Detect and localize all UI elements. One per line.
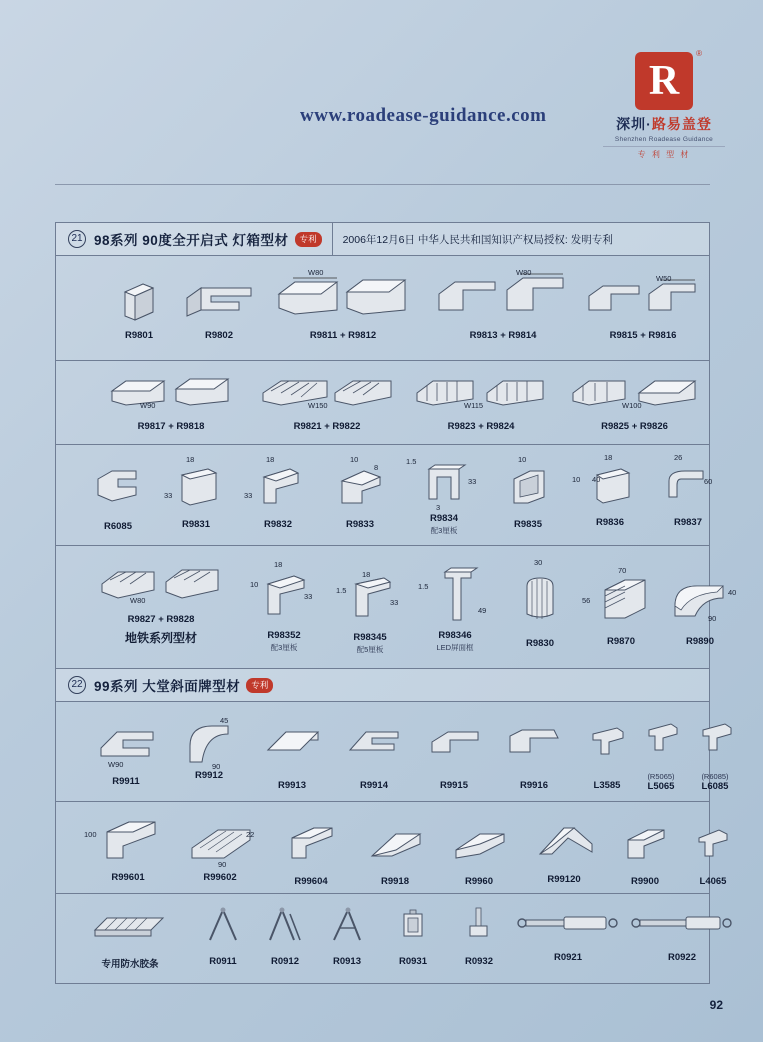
product-label: R9912 — [195, 770, 223, 781]
profile-icon — [425, 564, 485, 630]
product-label: R9960 — [465, 876, 493, 887]
logo-chinese-name — [603, 114, 725, 134]
product-label: R9817 + R9818 — [137, 421, 205, 432]
dimension-label: 10 — [250, 580, 259, 589]
product-label: R9890 — [686, 636, 714, 647]
section-22-number: 22 — [68, 676, 86, 694]
product-label: 专用防水胶条 — [101, 959, 159, 970]
product-cell[interactable] — [252, 371, 402, 432]
section-22-row-1 — [56, 702, 729, 802]
profile-icon — [117, 278, 161, 322]
product-cell[interactable] — [334, 722, 414, 791]
product-label: R9830 — [526, 638, 554, 649]
product-label: R9811 + R9812 — [309, 330, 377, 341]
gas-spring-icon — [514, 908, 622, 938]
product-cell[interactable] — [242, 558, 326, 653]
product-cell[interactable] — [270, 818, 352, 887]
product-cell[interactable] — [252, 722, 332, 791]
product-cell[interactable] — [446, 904, 512, 967]
product-label: R9835 — [514, 519, 542, 530]
dimension-label: 33 — [164, 491, 173, 500]
product-cell[interactable] — [576, 722, 638, 791]
product-label: R0913 — [333, 956, 361, 967]
patent-badge: 专利 — [246, 678, 273, 693]
product-cell[interactable] — [608, 818, 682, 887]
profile-icon — [181, 278, 257, 322]
dimension-label: 45 — [220, 716, 229, 725]
dimension-label: 49 — [478, 606, 487, 615]
profile-icon — [260, 722, 324, 762]
dimension-label: W80 — [130, 596, 146, 605]
dimension-label: W150 — [308, 401, 328, 410]
product-label: R9900 — [631, 876, 659, 887]
dimension-label: 70 — [618, 566, 627, 575]
product-cell[interactable] — [268, 270, 418, 341]
bracket-icon — [322, 904, 372, 946]
product-label: R9914 — [360, 780, 388, 791]
logo-cn-brand: 路易盖登 — [651, 116, 712, 132]
profile-icon — [583, 722, 631, 762]
profile-pair-icon — [583, 270, 703, 324]
dimension-label: 8 — [374, 463, 379, 472]
profile-icon — [616, 824, 674, 868]
product-sublabel: LED屏面框 — [436, 643, 474, 652]
product-sublabel: 地铁系列型材 — [124, 631, 197, 645]
profile-icon — [250, 463, 306, 515]
seal-strip-icon — [89, 908, 171, 942]
product-cell[interactable] — [328, 558, 412, 655]
product-label: R9801 — [125, 330, 153, 341]
product-label: R98346 — [438, 630, 472, 641]
product-cell[interactable] — [174, 812, 266, 883]
logo-mark-icon — [635, 49, 702, 110]
profile-icon — [639, 718, 683, 758]
section-22-row-2 — [56, 802, 727, 894]
product-cell[interactable] — [428, 270, 578, 341]
product-cell[interactable] — [494, 722, 574, 791]
product-label: L6085 — [701, 781, 729, 792]
product-label: R98345 — [353, 632, 387, 643]
profile-icon — [581, 463, 639, 515]
product-label: R9815 + R9816 — [609, 330, 677, 341]
profile-icon — [589, 572, 653, 634]
dimension-label: 33 — [304, 592, 313, 601]
profile-icon — [168, 463, 224, 515]
profile-icon — [93, 816, 163, 866]
product-cell[interactable] — [562, 371, 707, 432]
bracket-icon — [198, 904, 248, 946]
dimension-label: 40 — [592, 475, 601, 484]
bracket-icon — [260, 904, 310, 946]
product-cell[interactable] — [190, 904, 256, 967]
page-number: 92 — [709, 998, 723, 1012]
profile-icon — [511, 570, 569, 632]
section-21-row-1 — [56, 256, 709, 361]
product-label: R0931 — [399, 956, 427, 967]
product-cell[interactable] — [354, 818, 436, 887]
product-sublabel: 配3厘板 — [270, 643, 298, 652]
product-label: R9831 — [182, 519, 210, 530]
latch-icon — [458, 904, 500, 946]
product-label: R0932 — [465, 956, 493, 967]
profile-icon — [415, 459, 473, 511]
product-label: R9823 + R9824 — [447, 421, 515, 432]
product-alt-code: (R5065) — [647, 772, 675, 781]
product-cell[interactable] — [252, 904, 318, 967]
dimension-label: 30 — [534, 558, 543, 567]
logo-tagline: 专 利 型 材 — [603, 146, 725, 160]
patent-badge: 专利 — [295, 232, 322, 247]
product-label: R9918 — [381, 876, 409, 887]
product-cell[interactable] — [522, 816, 606, 885]
section-21-row-2 — [56, 361, 709, 445]
product-cell[interactable] — [648, 453, 728, 528]
dimension-label: 33 — [244, 491, 253, 500]
product-label: R0921 — [554, 952, 582, 963]
product-cell[interactable] — [632, 718, 690, 792]
product-label: R9802 — [205, 330, 233, 341]
product-label: R9836 — [596, 517, 624, 528]
dimension-label: 10 — [572, 475, 581, 484]
header-divider — [55, 184, 710, 185]
dimension-label: 26 — [674, 453, 683, 462]
dimension-label: 18 — [266, 455, 275, 464]
dimension-label: 10 — [350, 455, 359, 464]
profile-icon — [659, 463, 717, 515]
dimension-label: 22 — [246, 830, 255, 839]
section-21-row-4 — [56, 546, 737, 669]
section-21-title-bar — [56, 223, 709, 256]
product-cell[interactable] — [658, 556, 742, 647]
dimension-label: 1.5 — [336, 586, 347, 595]
dimension-label: W50 — [656, 274, 672, 283]
dimension-label: 1.5 — [406, 457, 417, 466]
product-label: R9825 + R9826 — [601, 421, 668, 432]
dimension-label: 18 — [604, 453, 613, 462]
dimension-label: W90 — [108, 760, 124, 769]
product-cell[interactable] — [314, 904, 380, 967]
page-header — [0, 0, 763, 190]
dimension-label: W80 — [516, 268, 532, 277]
dimension-label: 3 — [436, 503, 441, 512]
profile-icon — [502, 722, 566, 762]
product-label: L4065 — [699, 876, 727, 887]
logo-letter: R — [648, 58, 680, 104]
section-21-title: 98系列 90度全开启式 灯箱型材 — [94, 233, 289, 248]
product-label: R99604 — [294, 876, 328, 887]
dimension-label: 90 — [212, 762, 221, 771]
product-label: R9834 — [430, 513, 458, 524]
product-cell[interactable] — [156, 455, 236, 530]
product-cell[interactable] — [488, 455, 568, 530]
profile-icon — [178, 720, 240, 768]
logo-cn-prefix: 深圳· — [616, 116, 652, 132]
product-label: R9913 — [278, 780, 306, 791]
registered-trademark-icon: ® — [696, 49, 702, 58]
profile-icon — [693, 718, 737, 758]
product-cell[interactable] — [82, 908, 178, 970]
product-cell[interactable] — [508, 908, 628, 963]
product-cell[interactable] — [78, 463, 158, 532]
product-cell[interactable] — [86, 560, 236, 646]
dimension-label: 56 — [582, 596, 591, 605]
product-cell[interactable] — [622, 908, 742, 963]
product-cell[interactable] — [578, 556, 664, 647]
title-divider — [332, 223, 333, 255]
product-cell[interactable] — [438, 818, 520, 887]
product-cell[interactable] — [682, 818, 744, 887]
profile-icon — [422, 722, 486, 762]
dimension-label: W90 — [140, 401, 156, 410]
section-22-title: 99系列 大堂斜面牌型材 — [94, 679, 241, 694]
product-cell[interactable] — [84, 812, 172, 883]
profile-icon — [93, 722, 159, 764]
logo-english-name: Shenzhen Roadease Guidance — [614, 136, 714, 143]
product-label: R0912 — [271, 956, 299, 967]
product-label: R0922 — [668, 952, 696, 963]
dimension-label: W100 — [622, 401, 642, 410]
product-cell[interactable] — [380, 904, 446, 967]
dimension-label: W80 — [308, 268, 324, 277]
product-cell[interactable] — [568, 453, 652, 528]
product-cell[interactable] — [414, 722, 494, 791]
product-label: R98352 — [267, 630, 301, 641]
lock-icon — [392, 904, 434, 946]
product-cell[interactable] — [406, 371, 556, 432]
profile-icon — [667, 572, 733, 634]
profile-icon — [689, 824, 737, 868]
product-label: R9827 + R9828 — [127, 614, 195, 625]
profile-icon — [342, 722, 406, 762]
product-cell[interactable] — [86, 722, 166, 787]
product-label: R6085 — [104, 521, 132, 532]
dimension-label: 60 — [704, 477, 713, 486]
profile-icon — [330, 463, 390, 515]
product-cell[interactable] — [104, 278, 174, 341]
profile-icon — [446, 824, 512, 868]
product-label: R9832 — [264, 519, 292, 530]
dimension-label: 18 — [274, 560, 283, 569]
section-21-number: 21 — [68, 230, 86, 248]
product-label: R9916 — [520, 780, 548, 791]
gas-spring-icon — [628, 908, 736, 938]
product-cell[interactable] — [96, 371, 246, 432]
product-sublabel: 配3厘板 — [430, 526, 458, 535]
website-url: www.roadease-guidance.com — [300, 105, 547, 126]
profile-pair-icon — [96, 560, 226, 608]
dimension-label: 1.5 — [418, 582, 429, 591]
product-label: R99601 — [111, 872, 145, 883]
dimension-label: 33 — [390, 598, 399, 607]
product-sublabel: 配5厘板 — [356, 645, 384, 654]
profile-icon — [88, 463, 148, 511]
profile-icon — [280, 822, 342, 866]
profile-pair-icon — [273, 270, 413, 324]
product-label: R9911 — [112, 776, 140, 787]
product-cell[interactable] — [402, 453, 486, 536]
section-22-title-bar — [56, 669, 709, 702]
product-label: L3585 — [593, 780, 621, 791]
dimension-label: 90 — [218, 860, 227, 869]
dimension-label: W115 — [464, 401, 484, 410]
product-cell[interactable] — [174, 278, 264, 341]
product-alt-code: (R6085) — [701, 772, 729, 781]
dimension-label: 18 — [362, 570, 371, 579]
dimension-label: 90 — [708, 614, 717, 623]
product-label: R9821 + R9822 — [293, 421, 361, 432]
product-table-frame — [55, 222, 737, 984]
product-cell[interactable] — [318, 455, 402, 530]
dimension-label: 33 — [468, 477, 477, 486]
profile-icon — [500, 463, 556, 515]
product-label: L5065 — [647, 781, 675, 792]
product-label: R99120 — [547, 874, 581, 885]
product-label: R9915 — [440, 780, 468, 791]
company-logo — [603, 49, 725, 159]
product-cell[interactable] — [168, 716, 250, 781]
section-21-row-3 — [56, 445, 713, 546]
dimension-label: 100 — [84, 830, 97, 839]
profile-pair-icon — [433, 270, 573, 324]
product-label: R99602 — [203, 872, 237, 883]
product-label: R9837 — [674, 517, 702, 528]
profile-icon — [362, 824, 428, 868]
product-label: R9833 — [346, 519, 374, 530]
product-label: R9870 — [607, 636, 635, 647]
product-cell[interactable] — [238, 455, 318, 530]
dimension-label: 40 — [728, 588, 737, 597]
section-22-row-3 — [56, 894, 709, 982]
section-21-note: 2006年12月6日 中华人民共和国知识产权局授权: 发明专利 — [342, 233, 613, 246]
product-label: R0911 — [209, 956, 237, 967]
dimension-label: 10 — [518, 455, 527, 464]
product-label: R9813 + R9814 — [469, 330, 537, 341]
product-cell[interactable] — [578, 270, 708, 341]
profile-pair-icon — [106, 371, 236, 413]
product-cell[interactable] — [498, 556, 582, 649]
product-cell[interactable] — [686, 718, 744, 792]
profile-icon — [530, 820, 598, 866]
dimension-label: 18 — [186, 455, 195, 464]
product-cell[interactable] — [412, 558, 498, 653]
